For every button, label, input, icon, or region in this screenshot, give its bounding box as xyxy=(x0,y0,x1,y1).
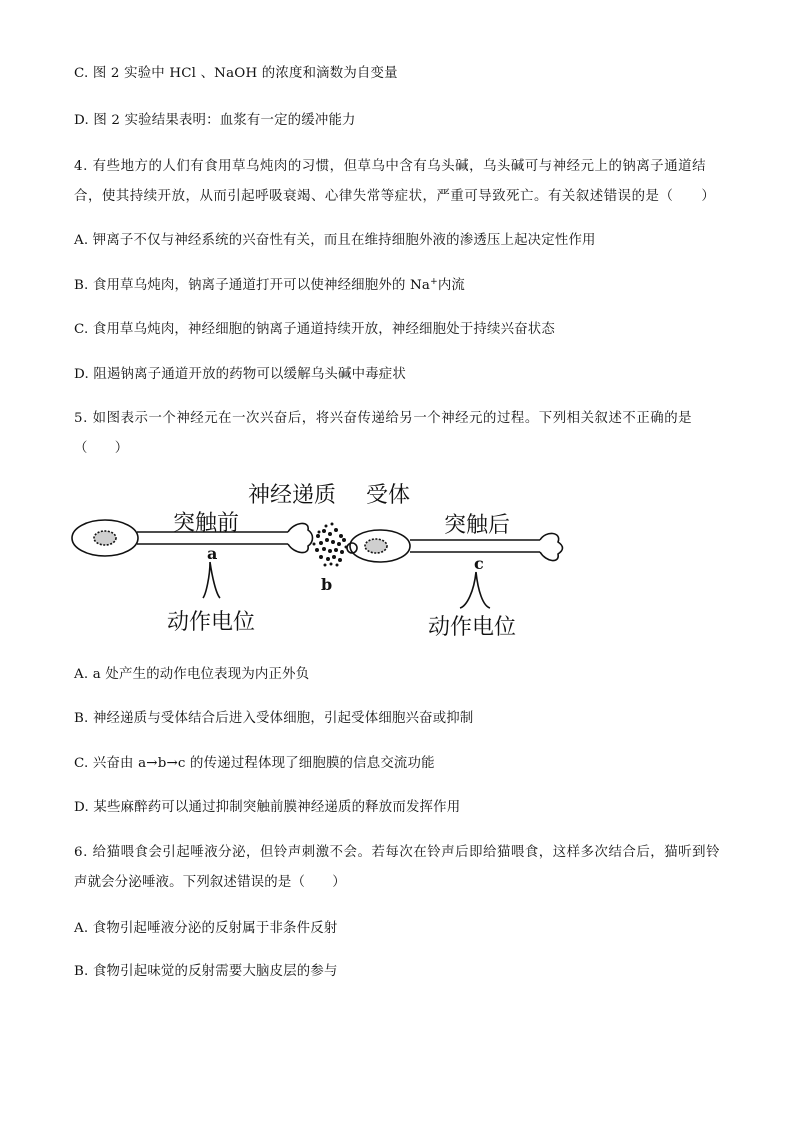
postsynaptic-nucleus xyxy=(365,539,387,553)
option-4b-tail: 内流 xyxy=(437,278,466,293)
option-4c: C. 食用草乌炖肉，神经细胞的钠离子通道持续开放，神经细胞处于持续兴奋状态 xyxy=(74,322,555,337)
postsynaptic-terminal xyxy=(540,533,563,560)
option-5c: C. 兴奋由 a→b→c 的传递过程体现了细胞膜的信息交流功能 xyxy=(74,756,435,771)
option-5b: B. 神经递质与受体结合后进入受体细胞，引起受体细胞兴奋或抑制 xyxy=(74,711,474,726)
receptor-label: 受体 xyxy=(366,483,411,508)
presynaptic-terminal xyxy=(288,523,313,552)
option-6b: B. 食物引起味觉的反射需要大脑皮层的参与 xyxy=(74,964,338,979)
question-5-stem-line-1: 5. 如图表示一个神经元在一次兴奋后，将兴奋传递给另一个神经元的过程。下列相关叙述不正确的是 xyxy=(74,411,693,426)
label-a: a xyxy=(207,544,218,563)
label-c: c xyxy=(474,554,484,573)
option-4a: A. 钾离子不仅与神经系统的兴奋性有关，而且在维持细胞外液的渗透压上起决定性作用 xyxy=(74,233,596,248)
option-5d: D. 某些麻醉药可以通过抑制突触前膜神经递质的释放而发挥作用 xyxy=(74,800,461,815)
label-b: b xyxy=(321,575,333,594)
neurotransmitter-vesicles xyxy=(313,523,348,567)
presynaptic-label: 突触前 xyxy=(173,511,240,536)
postsynaptic-axon xyxy=(410,540,540,552)
action-potential-right-curve xyxy=(460,572,490,608)
option-4b xyxy=(74,278,465,294)
option-4d: D. 阻遏钠离子通道开放的药物可以缓解乌头碱中毒症状 xyxy=(74,367,406,382)
postsynaptic-label: 突触后 xyxy=(444,513,511,538)
action-potential-right-label: 动作电位 xyxy=(428,615,517,640)
option-3d: D. 图 2 实验结果表明：血浆有一定的缓冲能力 xyxy=(74,113,356,128)
option-6a: A. 食物引起唾液分泌的反射属于非条件反射 xyxy=(74,921,338,936)
option-5a: A. a 处产生的动作电位表现为内正外负 xyxy=(74,667,310,682)
option-3c: C. 图 2 实验中 HCl 、NaOH 的浓度和滴数为自变量 xyxy=(74,66,398,81)
question-6-stem-line-1: 6. 给猫喂食会引起唾液分泌，但铃声刺激不会。若每次在铃声后即给猫喂食，这样多次结合后，猫听到铃 xyxy=(74,845,721,860)
question-4-stem-line-1: 4. 有些地方的人们有食用草乌炖肉的习惯，但草乌中含有乌头碱，乌头碱可与神经元上的钠离子通道结 xyxy=(74,159,707,174)
synapse-diagram xyxy=(70,476,570,646)
neurotransmitter-label: 神经递质 xyxy=(248,483,337,508)
question-4-stem-line-2: 合，使其持续开放，从而引起呼吸衰竭、心律失常等症状，严重可导致死亡。有关叙述错误的是（ ） xyxy=(74,189,716,204)
action-potential-left-curve xyxy=(203,562,220,598)
question-5-stem-line-2: （ ） xyxy=(74,441,129,456)
presynaptic-nucleus xyxy=(94,531,116,545)
question-6-stem-line-2: 声就会分泌唾液。下列叙述错误的是（ ） xyxy=(74,875,346,890)
option-4b-sup: + xyxy=(430,277,438,287)
action-potential-left-label: 动作电位 xyxy=(167,610,256,635)
option-4b-text: B. 食用草乌炖肉，钠离子通道打开可以使神经细胞外的 Na xyxy=(74,278,431,293)
